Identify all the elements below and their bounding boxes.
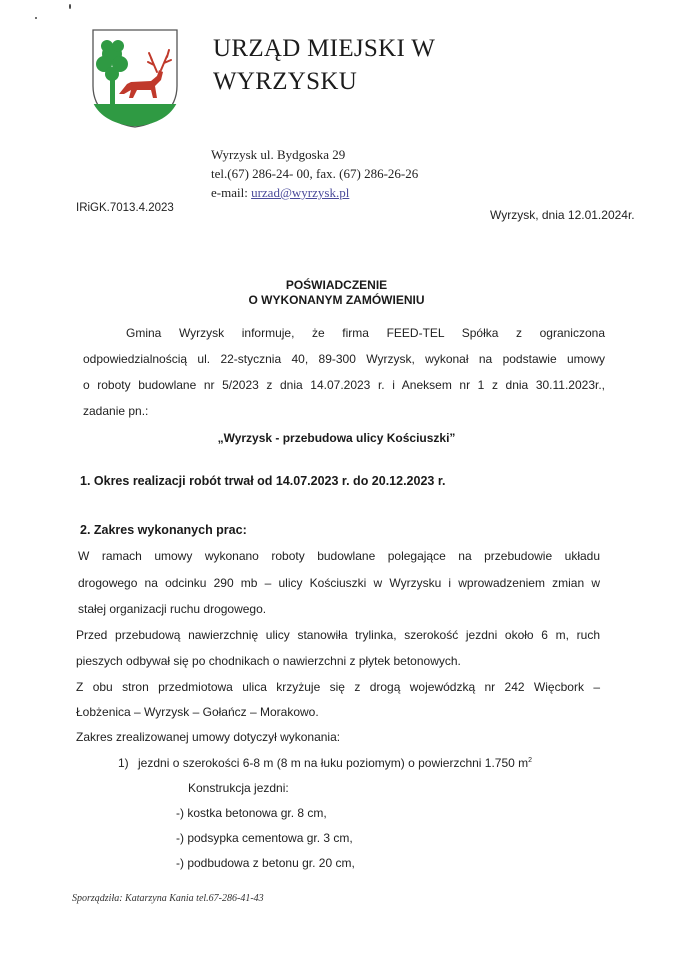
coat-of-arms-logo <box>91 28 179 128</box>
scan-speck <box>35 17 37 19</box>
email-link[interactable]: urzad@wyrzysk.pl <box>251 185 350 200</box>
intro-line-3: o roboty budowlane nr 5/2023 z dnia 14.07.2023 r. i Aneksem nr 1 z dnia 30.11.2023r., <box>83 378 605 392</box>
scope-p2-line-1: Przed przebudową nawierzchnię ulicy stanowiła trylinka, szerokość jezdni około 6 m, ruch <box>76 628 600 642</box>
layer-item: -) podbudowa z betonu gr. 20 cm, <box>176 856 355 870</box>
intro-line-4: zadanie pn.: <box>83 404 149 418</box>
scope-p1-line-1: W ramach umowy wykonano roboty budowlane polegające na przebudowie układu <box>78 549 600 563</box>
prepared-by-footer: Sporządziła: Katarzyna Kania tel.67-286-41-43 <box>72 893 264 904</box>
list-item-1 <box>138 756 532 770</box>
scope-p1-line-2: drogowego na odcinku 290 mb – ulicy Kościuszki w Wyrzysku i wprowadzeniem zmian w <box>78 576 600 590</box>
list-item-1-text: jezdni o szerokości 6-8 m (8 m na łuku poziomym) o powierzchni 1.750 m <box>138 756 529 770</box>
phone-fax: tel.(67) 286-24- 00, fax. (67) 286-26-26 <box>211 166 419 181</box>
layer-item: -) kostka betonowa gr. 8 cm, <box>176 806 327 820</box>
document-date: Wyrzysk, dnia 12.01.2024r. <box>490 208 635 222</box>
scan-speck <box>69 4 71 9</box>
address: Wyrzysk ul. Bydgoska 29 <box>211 147 346 162</box>
realization-period: 1. Okres realizacji robót trwał od 14.07.2023 r. do 20.12.2023 r. <box>80 474 446 488</box>
title-line-2: O WYKONANYM ZAMÓWIENIU <box>248 293 425 307</box>
list-item-1-superscript: 2 <box>528 757 533 764</box>
scope-p4: Zakres zrealizowanej umowy dotyczył wykonania: <box>76 730 341 744</box>
office-name-line-1: URZĄD MIEJSKI W <box>213 35 436 62</box>
scope-heading: 2. Zakres wykonanych prac: <box>80 523 247 537</box>
title-line-1: POŚWIADCZENIE <box>285 278 388 292</box>
scope-p1-line-3: stałej organizacji ruchu drogowego. <box>78 602 267 616</box>
scope-p3-line-2: Łobżenica – Wyrzysk – Gołańcz – Morakowo. <box>76 705 319 719</box>
email-label: e-mail: <box>211 185 252 200</box>
construction-label: Konstrukcja jezdni: <box>188 781 289 795</box>
scope-p2-line-2: pieszych odbywał się po chodnikach o nawierzchni z płytek betonowych. <box>76 654 461 668</box>
document-title <box>0 278 673 308</box>
office-name-line-2: WYRZYSKU <box>213 68 358 95</box>
list-item-1-number: 1) <box>118 756 129 770</box>
intro-line-1: Gmina Wyrzysk informuje, że firma FEED-TEL Spółka z ograniczona <box>126 326 605 340</box>
intro-line-2: odpowiedzialnością ul. 22-stycznia 40, 89-300 Wyrzysk, wykonał na podstawie umowy <box>83 352 605 366</box>
task-name: „Wyrzysk - przebudowa ulicy Kościuszki” <box>217 431 456 445</box>
layer-item: -) podsypka cementowa gr. 3 cm, <box>176 831 353 845</box>
reference-number: IRiGK.7013.4.2023 <box>76 202 174 214</box>
contact-block <box>211 145 418 202</box>
office-name <box>213 32 435 98</box>
scope-p3-line-1: Z obu stron przedmiotowa ulica krzyżuje się z drogą wojewódzką nr 242 Więcbork – <box>76 680 600 694</box>
email-line <box>211 183 418 202</box>
